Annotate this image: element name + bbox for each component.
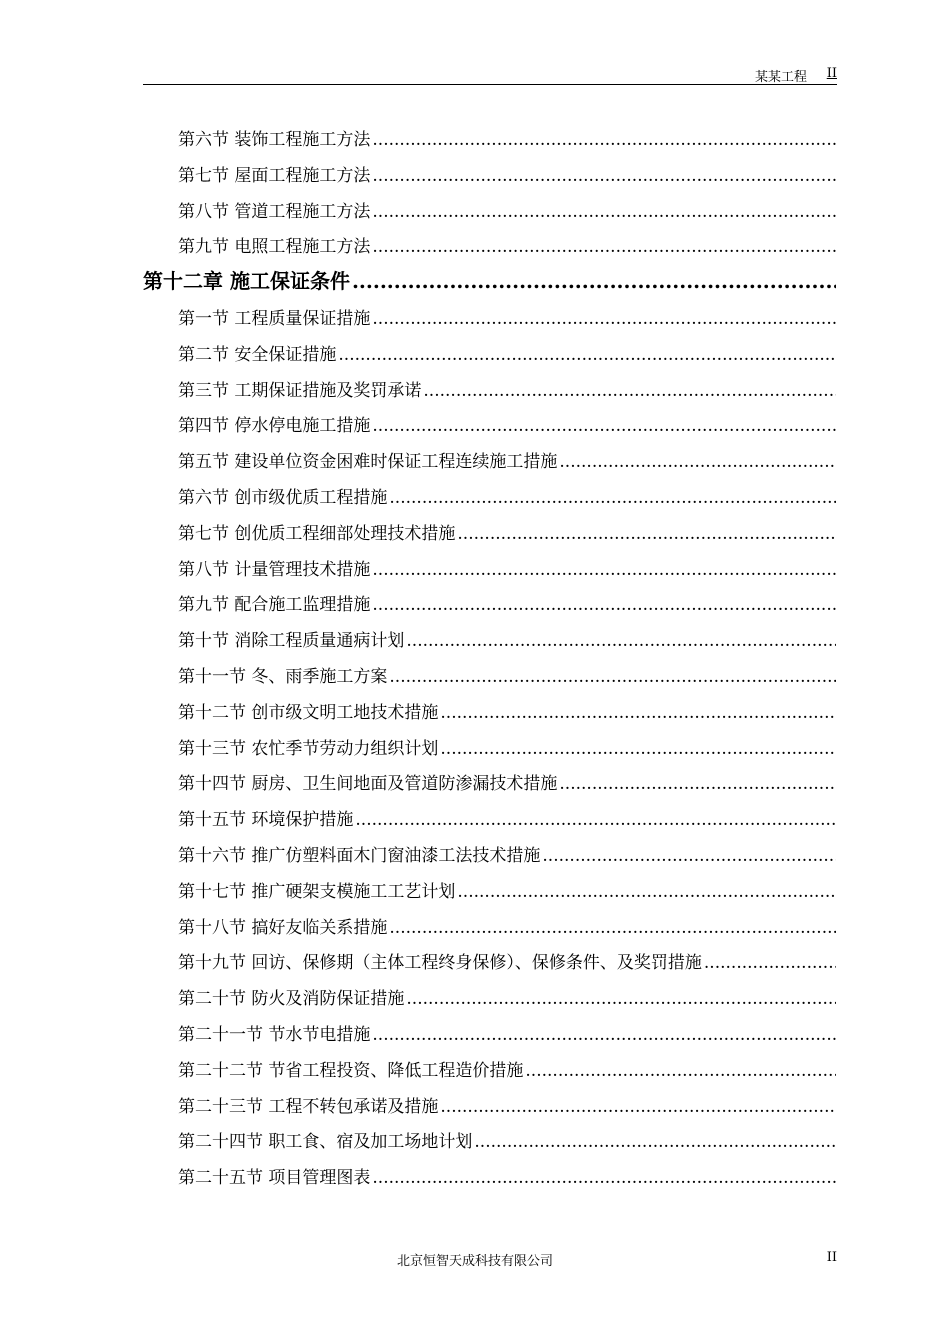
- toc-leader-dots: [372, 309, 836, 328]
- toc-section-entry[interactable]: [178, 984, 836, 1008]
- toc-leader-dots: [372, 202, 836, 221]
- toc-section-entry[interactable]: [178, 841, 836, 865]
- toc-leader-dots: [440, 703, 836, 722]
- toc-entry-label: 第四节 停水停电施工措施: [178, 416, 371, 436]
- toc-entry-label: 第二十四节 职工食、宿及加工场地计划: [178, 1132, 473, 1152]
- toc-leader-dots: [389, 918, 836, 937]
- toc-section-entry[interactable]: [178, 1127, 836, 1151]
- toc-entry-label: 第六节 创市级优质工程措施: [178, 488, 388, 507]
- toc-entry-label: 第八节 计量管理技术措施: [178, 559, 371, 579]
- toc-section-entry[interactable]: [178, 483, 836, 507]
- toc-section-entry[interactable]: [178, 555, 836, 579]
- toc-leader-dots: [440, 1097, 836, 1116]
- toc-leader-dots: [372, 560, 836, 579]
- toc-leader-dots: [525, 1061, 836, 1080]
- toc-entry-label: 第二十一节 节水节电措施: [178, 1025, 371, 1044]
- toc-entry-label: 第一节 工程质量保证措施: [178, 309, 371, 328]
- toc-section-entry[interactable]: [178, 447, 836, 471]
- toc-entry-label: 第十四节 厨房、卫生间地面及管道防渗漏技术措施: [178, 774, 558, 794]
- toc-section-entry[interactable]: [178, 161, 836, 185]
- toc-entry-label: 第二十节 防火及消防保证措施: [178, 989, 405, 1009]
- toc-leader-dots: [542, 846, 836, 865]
- toc-section-entry[interactable]: [178, 948, 836, 972]
- toc-entry-label: 第十三节 农忙季节劳动力组织计划: [178, 738, 439, 758]
- toc-leader-dots: [704, 953, 836, 972]
- toc-entry-label: 第十六节 推广仿塑料面木门窗油漆工法技术措施: [178, 846, 541, 865]
- toc-section-entry[interactable]: [178, 698, 836, 722]
- toc-leader-dots: [457, 524, 836, 543]
- toc-entry-label: 第十二章 施工保证条件: [143, 269, 350, 294]
- toc-entry-label: 第十八节 搞好友临关系措施: [178, 917, 388, 937]
- toc-entry-label: 第十七节 推广硬架支模施工工艺计划: [178, 881, 456, 901]
- toc-leader-dots: [440, 739, 836, 758]
- toc-entry-label: 第二十五节 项目管理图表: [178, 1168, 371, 1188]
- toc-leader-dots: [406, 631, 836, 650]
- toc-leader-dots: [559, 774, 836, 793]
- toc-leader-dots: [355, 810, 836, 829]
- toc-leader-dots: [406, 989, 836, 1008]
- toc-leader-dots: [372, 166, 836, 185]
- toc-entry-label: 第十节 消除工程质量通病计划: [178, 631, 405, 651]
- toc-section-entry[interactable]: [178, 1163, 836, 1187]
- toc-section-entry[interactable]: [178, 304, 836, 328]
- toc-leader-dots: [338, 345, 836, 364]
- toc-leader-dots: [559, 452, 836, 471]
- toc-section-entry[interactable]: [178, 590, 836, 614]
- toc-entry-label: 第二节 安全保证措施: [178, 344, 337, 364]
- toc-entry-label: 第六节 装饰工程施工方法: [178, 130, 371, 149]
- toc-leader-dots: [457, 882, 836, 901]
- toc-entry-label: 第三节 工期保证措施及奖罚承诺: [178, 380, 422, 400]
- toc-section-entry[interactable]: [178, 626, 836, 650]
- toc-chapter-entry[interactable]: [143, 265, 836, 293]
- toc-section-entry[interactable]: [178, 411, 836, 435]
- toc-leader-dots: [352, 269, 836, 293]
- toc-leader-dots: [372, 595, 836, 614]
- toc-section-entry[interactable]: [178, 125, 836, 149]
- page-header: [143, 66, 837, 85]
- toc-entry-label: 第七节 创优质工程细部处理技术措施: [178, 523, 456, 543]
- toc-entry-label: 第八节 管道工程施工方法: [178, 201, 371, 221]
- toc-leader-dots: [372, 130, 836, 149]
- toc-section-entry[interactable]: [178, 376, 836, 400]
- footer-company: 北京恒智天成科技有限公司: [396, 1254, 553, 1269]
- toc-leader-dots: [372, 237, 836, 256]
- toc-section-entry[interactable]: [178, 232, 836, 256]
- toc-leader-dots: [423, 381, 836, 400]
- toc-entry-label: 第七节 屋面工程施工方法: [178, 165, 371, 185]
- toc-section-entry[interactable]: [178, 1056, 836, 1080]
- toc-entry-label: 第十九节 回访、保修期（主体工程终身保修）、保修条件、及奖罚措施: [178, 953, 702, 973]
- toc-section-entry[interactable]: [178, 913, 836, 937]
- toc-section-entry[interactable]: [178, 519, 836, 543]
- toc-section-entry[interactable]: [178, 877, 836, 901]
- toc-section-entry[interactable]: [178, 734, 836, 758]
- toc-leader-dots: [372, 416, 836, 435]
- toc-leader-dots: [389, 667, 836, 686]
- toc-section-entry[interactable]: [178, 197, 836, 221]
- toc-entry-label: 第十五节 环境保护措施: [178, 810, 354, 830]
- toc-section-entry[interactable]: [178, 1020, 836, 1044]
- toc-section-entry[interactable]: [178, 662, 836, 686]
- toc-leader-dots: [389, 488, 836, 507]
- toc-section-entry[interactable]: [178, 769, 836, 793]
- header-page-number: II: [826, 66, 837, 81]
- header-title: 某某工程: [754, 70, 807, 85]
- toc-section-entry[interactable]: [178, 1092, 836, 1116]
- toc-section-entry[interactable]: [178, 805, 836, 829]
- toc-leader-dots: [372, 1025, 836, 1044]
- toc-entry-label: 第二十三节 工程不转包承诺及措施: [178, 1096, 439, 1116]
- toc-entry-label: 第十二节 创市级文明工地技术措施: [178, 702, 439, 722]
- toc-entry-label: 第九节 电照工程施工方法: [178, 237, 371, 257]
- toc-entry-label: 第二十二节 节省工程投资、降低工程造价措施: [178, 1060, 524, 1080]
- toc-section-entry[interactable]: [178, 340, 836, 364]
- toc-entry-label: 第十一节 冬、雨季施工方案: [178, 667, 388, 686]
- footer-page-number: II: [826, 1250, 837, 1265]
- toc-entry-label: 第五节 建设单位资金困难时保证工程连续施工措施: [178, 452, 558, 472]
- toc-leader-dots: [474, 1132, 836, 1151]
- toc-entry-label: 第九节 配合施工监理措施: [178, 595, 371, 615]
- toc-leader-dots: [372, 1168, 836, 1187]
